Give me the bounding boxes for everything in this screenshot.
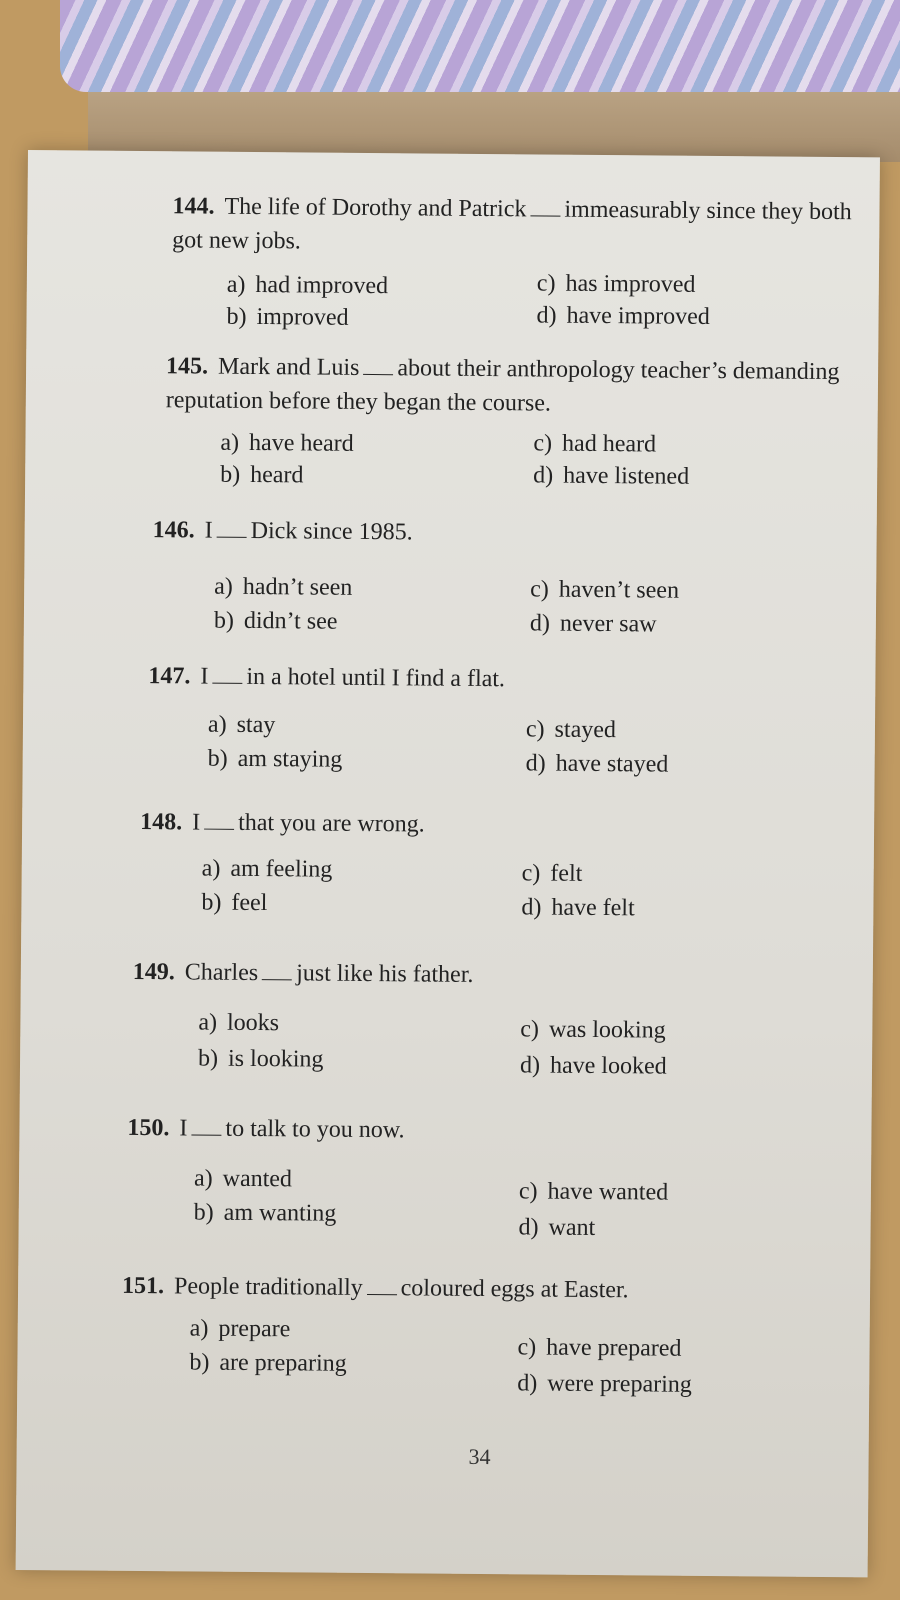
option-text: have felt xyxy=(551,894,635,922)
option-d[interactable] xyxy=(521,894,635,922)
option-text: have wanted xyxy=(547,1178,669,1206)
question-stem-end: immeasurably since they both got new jobs. xyxy=(172,196,852,255)
option-letter: b) xyxy=(197,1045,219,1072)
option-b[interactable] xyxy=(189,1349,346,1377)
option-letter: c) xyxy=(521,860,541,887)
question-stem-start: I xyxy=(200,663,209,690)
option-letter: d) xyxy=(521,894,542,921)
question-number: 148. xyxy=(140,809,183,836)
option-d[interactable] xyxy=(530,610,657,638)
question-stem-start: People traditionally xyxy=(173,1273,363,1301)
question-stem-end: coloured eggs at Easter. xyxy=(400,1275,629,1304)
option-letter: d) xyxy=(517,1370,538,1397)
option-text: didn’t see xyxy=(243,607,338,635)
option-letter: a) xyxy=(226,271,246,298)
question-147 xyxy=(24,658,864,778)
option-text: am wanting xyxy=(223,1199,337,1227)
option-letter: a) xyxy=(193,1165,213,1192)
option-letter: b) xyxy=(193,1199,214,1226)
option-b[interactable] xyxy=(208,746,343,774)
question-stem-end: about their anthropology teacher’s demanding reputation before they began the course. xyxy=(165,355,840,417)
option-letter: b) xyxy=(201,889,222,916)
question-number: 144. xyxy=(172,193,215,220)
question-text xyxy=(140,805,820,845)
option-letter: d) xyxy=(529,610,551,637)
question-stem-start: I xyxy=(192,809,201,836)
option-c[interactable] xyxy=(526,716,616,744)
option-text: haven’t seen xyxy=(558,576,680,604)
option-a[interactable] xyxy=(202,856,333,884)
question-number: 147. xyxy=(148,663,191,690)
option-b[interactable] xyxy=(201,890,267,918)
option-letter: b) xyxy=(189,1349,210,1376)
question-151 xyxy=(18,1268,858,1398)
option-text: had heard xyxy=(562,430,657,458)
option-letter: a) xyxy=(198,1009,218,1036)
book-cover-edge xyxy=(60,0,900,92)
question-stem-end: just like his father. xyxy=(296,960,474,988)
option-letter: c) xyxy=(525,716,545,743)
option-letter: b) xyxy=(226,303,247,330)
option-text: were preparing xyxy=(547,1370,692,1398)
answer-blank xyxy=(262,963,292,980)
option-letter: a) xyxy=(207,711,227,738)
option-text: is looking xyxy=(227,1045,324,1073)
option-a[interactable] xyxy=(214,574,352,602)
option-text: looks xyxy=(226,1009,280,1037)
option-letter: d) xyxy=(519,1052,541,1079)
option-text: have looked xyxy=(549,1052,667,1080)
option-b[interactable] xyxy=(214,608,338,636)
option-letter: d) xyxy=(536,302,557,329)
question-number: 151. xyxy=(121,1272,165,1300)
question-stem-end: to talk to you now. xyxy=(225,1115,405,1144)
answer-blank xyxy=(530,199,560,216)
option-text: stayed xyxy=(554,716,617,744)
question-text xyxy=(172,189,853,263)
option-text: was looking xyxy=(548,1016,666,1044)
option-text: am staying xyxy=(237,745,343,773)
exercise-page xyxy=(16,150,880,1577)
option-a[interactable] xyxy=(227,272,389,300)
option-text: wanted xyxy=(222,1165,293,1193)
question-stem-end: in a hotel until I find a flat. xyxy=(246,663,506,693)
option-letter: b) xyxy=(220,461,241,488)
question-number: 146. xyxy=(152,517,195,544)
option-text: hadn’t seen xyxy=(242,573,353,601)
question-number: 145. xyxy=(166,353,209,380)
question-stem-end: Dick since 1985. xyxy=(250,517,413,546)
option-c[interactable] xyxy=(519,1178,668,1206)
option-d[interactable] xyxy=(520,1052,667,1080)
question-stem-start: I xyxy=(179,1115,188,1142)
option-letter: a) xyxy=(201,855,221,882)
option-letter: c) xyxy=(518,1178,538,1205)
answer-blank xyxy=(363,358,393,375)
option-text: feel xyxy=(231,889,268,917)
question-number: 150. xyxy=(127,1114,170,1142)
option-text: have stayed xyxy=(555,750,669,778)
question-stem-start: Mark and Luis xyxy=(218,353,360,381)
option-text: heard xyxy=(250,461,304,489)
answer-blank xyxy=(217,521,247,538)
option-letter: d) xyxy=(533,462,554,489)
option-c[interactable] xyxy=(530,576,679,604)
option-text: had improved xyxy=(255,271,389,300)
option-c[interactable] xyxy=(520,1016,666,1044)
option-text: improved xyxy=(256,304,349,331)
option-text: have improved xyxy=(566,302,710,330)
question-148 xyxy=(22,804,862,922)
question-text xyxy=(166,349,847,423)
option-text: stay xyxy=(236,711,276,739)
question-text xyxy=(133,955,813,995)
answer-blank xyxy=(204,813,234,830)
option-c[interactable] xyxy=(517,1334,681,1362)
question-stem-start: The life of Dorothy and Patrick xyxy=(224,193,527,223)
option-b[interactable] xyxy=(194,1199,337,1227)
option-a[interactable] xyxy=(220,430,353,458)
option-text: am feeling xyxy=(230,855,333,883)
option-c[interactable] xyxy=(533,430,656,458)
answer-blank xyxy=(367,1278,397,1295)
question-149 xyxy=(21,954,861,1080)
option-c[interactable] xyxy=(522,860,583,888)
page-number: 34 xyxy=(468,1443,491,1470)
option-b[interactable] xyxy=(226,304,348,332)
option-text: felt xyxy=(550,860,583,887)
question-text xyxy=(127,1111,807,1151)
option-d[interactable] xyxy=(526,750,669,778)
option-a[interactable] xyxy=(208,712,276,740)
option-b[interactable] xyxy=(220,462,304,490)
option-letter: b) xyxy=(213,607,235,634)
question-144 xyxy=(28,188,868,331)
option-text: has improved xyxy=(565,270,696,298)
question-150 xyxy=(20,1110,860,1241)
option-letter: c) xyxy=(520,1016,540,1043)
option-text: are preparing xyxy=(219,1349,347,1377)
option-letter: c) xyxy=(517,1334,537,1361)
question-stem-start: I xyxy=(204,517,213,544)
option-letter: a) xyxy=(214,573,233,600)
option-letter: d) xyxy=(525,750,546,777)
question-number: 149. xyxy=(132,958,175,986)
option-letter: c) xyxy=(530,576,549,603)
question-stem-end: that you are wrong. xyxy=(238,809,425,838)
option-letter: c) xyxy=(536,270,556,297)
question-text xyxy=(153,513,833,553)
question-text xyxy=(148,659,828,699)
option-d[interactable] xyxy=(533,462,689,490)
option-letter: d) xyxy=(518,1214,539,1241)
option-d[interactable] xyxy=(536,302,710,331)
option-text: have prepared xyxy=(546,1334,682,1362)
option-c[interactable] xyxy=(537,270,696,298)
option-letter: b) xyxy=(207,745,228,772)
answer-blank xyxy=(191,1118,221,1135)
question-145 xyxy=(26,348,866,490)
option-text: never saw xyxy=(559,610,657,638)
option-d[interactable] xyxy=(518,1214,595,1242)
option-text: want xyxy=(548,1214,596,1241)
question-text xyxy=(122,1269,802,1309)
option-d[interactable] xyxy=(517,1370,692,1399)
option-a[interactable] xyxy=(190,1315,291,1343)
option-text: prepare xyxy=(218,1315,291,1343)
question-stem-start: Charles xyxy=(184,959,259,987)
option-letter: c) xyxy=(533,430,553,457)
option-b[interactable] xyxy=(198,1046,324,1074)
option-letter: a) xyxy=(220,429,240,456)
option-a[interactable] xyxy=(194,1165,292,1193)
option-a[interactable] xyxy=(198,1010,279,1038)
option-text: have heard xyxy=(248,429,354,457)
option-text: have listened xyxy=(563,462,690,490)
question-146 xyxy=(25,512,865,638)
option-letter: a) xyxy=(189,1315,209,1342)
answer-blank xyxy=(212,667,242,684)
